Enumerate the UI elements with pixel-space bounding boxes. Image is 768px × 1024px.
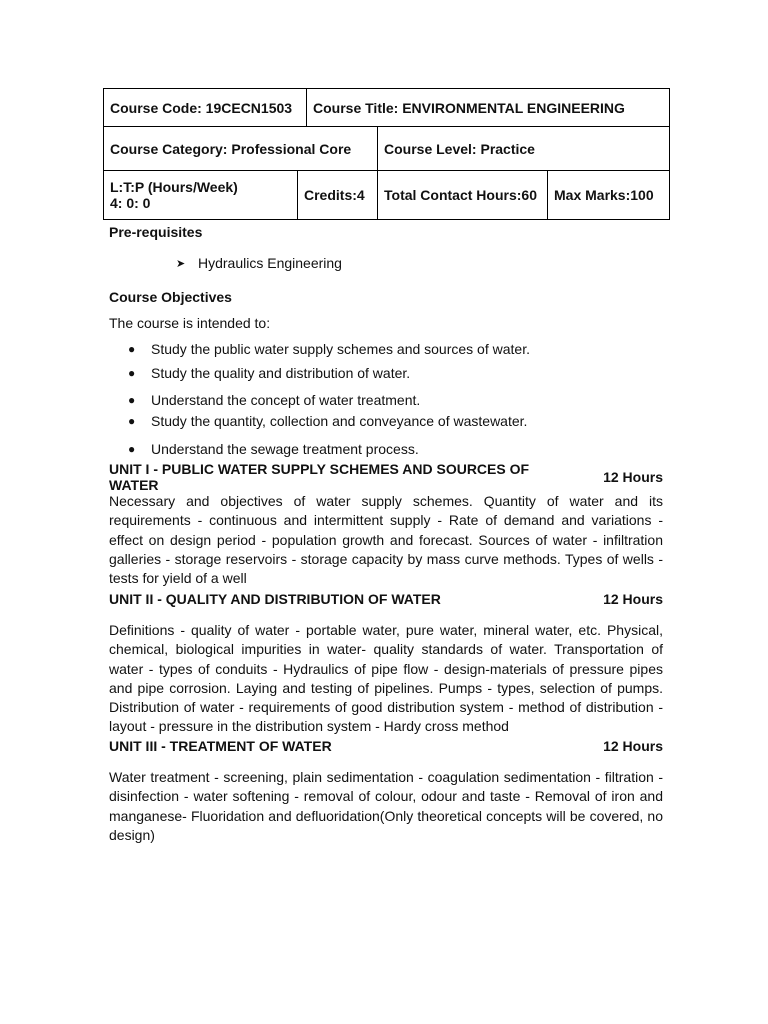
- unit-1-header: [109, 461, 663, 493]
- prerequisites-heading: Pre-requisites: [109, 224, 203, 240]
- course-header-table: [103, 88, 670, 220]
- ltp-label: L:T:P (Hours/Week): [110, 179, 238, 195]
- unit-3-hours: 12 Hours: [603, 738, 663, 754]
- course-level: Course Level: Practice: [384, 140, 535, 157]
- objectives-list: [128, 337, 688, 461]
- header-row-3: [104, 171, 669, 219]
- credits: Credits:4: [298, 171, 378, 219]
- objective-text: Study the quality and distribution of water.: [151, 365, 411, 381]
- total-contact-hours: Total Contact Hours:60: [378, 171, 548, 219]
- list-item: [128, 389, 688, 411]
- unit-3-content: Water treatment - screening, plain sedimentation - coagulation sedimentation - filtration - disinfection - water softening - removal of colour, odour and taste - Removal of iron and manganese- Fluoridation and defluoridation(Only theoretical concepts will be covered, no design): [109, 769, 663, 843]
- list-item: [128, 411, 688, 431]
- bullet-icon: ●: [128, 414, 136, 428]
- unit-1-content: Necessary and objectives of water supply schemes. Quantity of water and its requirements - continuous and intermittent supply - Rate of demand and variations - effect on design period - population growth and forecast. Sources of water - infiltration galleries - storage reservoirs - storage capacity by mass curve methods. Types of wells - tests for yield of a well: [109, 493, 663, 587]
- unit-2-content: Definitions - quality of water - portable water, pure water, mineral water, etc. Physical, chemical, biological impurities in water- quality standards of water. Transportation of water - types of conduits - Hydraulics of pipe flow - design-materials of pressure pipes and pipe corrosion. Laying and testing of pipelines. Pumps - types, selection of pumps. Distribution of water - requirements of good distribution system - method of distribution - layout - pressure in the distribution system - Hardy cross method: [109, 622, 663, 735]
- unit-1-title: UNIT I - PUBLIC WATER SUPPLY SCHEMES AND SOURCES OF WATER: [109, 461, 530, 493]
- course-category: Course Category: Professional Core: [104, 127, 378, 170]
- course-title: Course Title: ENVIRONMENTAL ENGINEERING: [313, 99, 625, 116]
- bullet-icon: ●: [128, 393, 136, 407]
- objective-text: Understand the concept of water treatment.: [151, 392, 421, 408]
- max-marks: Max Marks:100: [554, 187, 654, 203]
- objective-text: Understand the sewage treatment process.: [151, 441, 419, 457]
- header-row-2: [104, 127, 669, 171]
- objectives-intro: The course is intended to:: [109, 315, 271, 331]
- arrow-bullet-icon: ➤: [176, 257, 186, 270]
- ltp-value: 4: 0: 0: [110, 195, 151, 211]
- unit-3-title: UNIT III - TREATMENT OF WATER: [109, 738, 332, 754]
- objective-text: Study the public water supply schemes and sources of water.: [151, 341, 530, 357]
- objectives-heading: Course Objectives: [109, 289, 232, 305]
- objective-text: Study the quantity, collection and conveyance of wastewater.: [151, 413, 528, 429]
- list-item: [128, 337, 688, 361]
- unit-2-header: [109, 591, 663, 607]
- course-code: Course Code: 19CECN1503: [104, 89, 307, 126]
- list-item: [128, 361, 688, 385]
- header-row-1: [104, 89, 669, 127]
- prerequisite-label: Hydraulics Engineering: [198, 255, 342, 271]
- unit-1-hours: 12 Hours: [603, 469, 663, 485]
- bullet-icon: ●: [128, 342, 136, 356]
- bullet-icon: ●: [128, 366, 136, 380]
- bullet-icon: ●: [128, 442, 136, 456]
- list-item: [128, 437, 688, 461]
- prerequisite-item: [176, 255, 342, 271]
- ltp-cell: [104, 171, 298, 219]
- unit-3-header: [109, 738, 663, 754]
- unit-2-hours: 12 Hours: [603, 591, 663, 607]
- unit-2-title: UNIT II - QUALITY AND DISTRIBUTION OF WATER: [109, 591, 441, 607]
